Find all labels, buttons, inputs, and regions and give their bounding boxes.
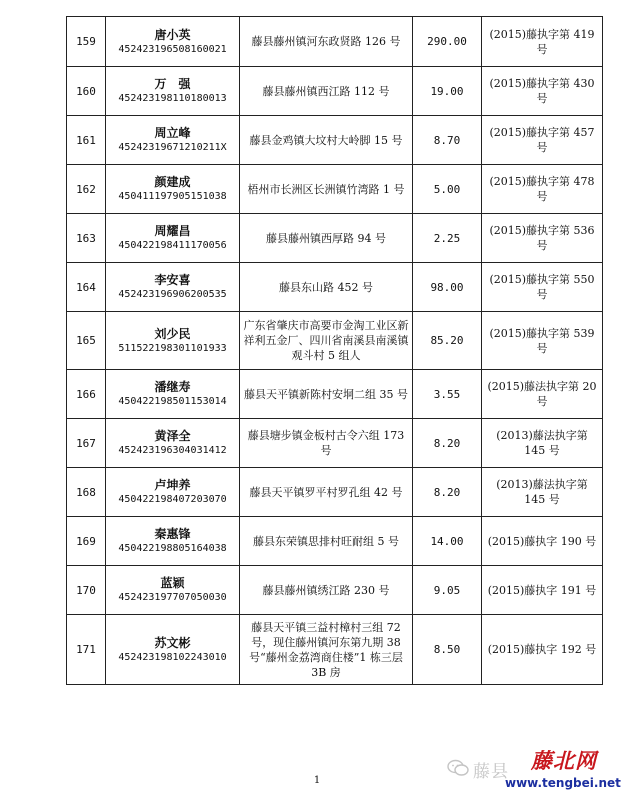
address-cell: 藤县藤州镇河东政贤路 126 号 (240, 17, 413, 67)
amount-cell: 98.00 (413, 263, 482, 312)
person-name: 秦惠锋 (154, 527, 191, 541)
row-number-cell: 161 (67, 116, 106, 165)
row-number-cell: 159 (67, 17, 106, 67)
case-number-cell: (2015)藤执字第 430 号 (482, 67, 603, 116)
table-row (67, 615, 603, 685)
case-number-cell: (2013)藤法执字第 145 号 (482, 419, 603, 468)
id-number: 452423196906200535 (118, 289, 227, 300)
case-number-cell: (2015)藤执字第 536 号 (482, 214, 603, 263)
person-cell (106, 615, 240, 685)
id-number: 450422198407203070 (118, 494, 227, 505)
person-cell (106, 312, 240, 370)
table-row (67, 17, 603, 67)
person-cell (106, 67, 240, 116)
person-name: 万 强 (154, 77, 191, 91)
case-number-cell: (2015)藤执字第 419 号 (482, 17, 603, 67)
case-number-cell: (2013)藤法执字第 145 号 (482, 468, 603, 517)
id-number: 452423197707050030 (118, 592, 227, 603)
case-number-cell: (2015)藤执字 192 号 (482, 615, 603, 685)
watermark (447, 745, 622, 795)
record-table (66, 16, 603, 685)
person-name: 周耀昌 (154, 224, 191, 238)
case-number-cell: (2015)藤执字第 457 号 (482, 116, 603, 165)
row-number-cell: 171 (67, 615, 106, 685)
id-number: 450411197905151038 (118, 191, 227, 202)
table-row (67, 165, 603, 214)
person-name: 刘少民 (154, 326, 191, 341)
case-number-cell: (2015)藤执字 190 号 (482, 517, 603, 566)
person-name: 周立峰 (154, 126, 191, 140)
person-cell (106, 370, 240, 419)
address-cell: 藤县藤州镇西厚路 94 号 (240, 214, 413, 263)
person-name: 黄泽全 (154, 429, 191, 443)
row-number-cell: 167 (67, 419, 106, 468)
amount-cell: 14.00 (413, 517, 482, 566)
row-number-cell: 165 (67, 312, 106, 370)
case-number-cell: (2015)藤法执字第 20 号 (482, 370, 603, 419)
row-number-cell: 168 (67, 468, 106, 517)
table-row (67, 370, 603, 419)
case-number-cell: (2015)藤执字第 478 号 (482, 165, 603, 214)
row-number-cell: 166 (67, 370, 106, 419)
amount-cell: 3.55 (413, 370, 482, 419)
person-name: 卢坤养 (154, 478, 191, 492)
case-number-cell: (2015)藤执字第 539 号 (482, 312, 603, 370)
table-row (67, 214, 603, 263)
person-name: 李安喜 (154, 273, 191, 287)
address-cell: 广东省肇庆市高要市金淘工业区新祥利五金厂、四川省南溪县南溪镇观斗村 5 组人 (240, 312, 413, 370)
address-cell: 藤县天平镇罗平村罗孔组 42 号 (240, 468, 413, 517)
address-cell: 藤县东荣镇思排村旺耐组 5 号 (240, 517, 413, 566)
id-number: 452423196508160021 (118, 43, 227, 55)
amount-cell: 2.25 (413, 214, 482, 263)
person-name: 蓝颖 (160, 576, 185, 590)
address-cell: 藤县塘步镇金板村古令六组 173 号 (240, 419, 413, 468)
table-row (67, 566, 603, 615)
id-number: 452423196304031412 (118, 445, 227, 456)
address-cell: 藤县藤州镇西江路 112 号 (240, 67, 413, 116)
amount-cell: 85.20 (413, 312, 482, 370)
address-cell: 藤县天平镇三益村樟村三组 72 号，现住藤州镇河东第九期 38 号“藤州金荔湾商住楼”1 栋三层 3B 房 (240, 615, 413, 685)
row-number-cell: 162 (67, 165, 106, 214)
person-cell (106, 116, 240, 165)
amount-cell: 9.05 (413, 566, 482, 615)
id-number: 452423198110180013 (118, 93, 227, 104)
person-name: 苏文彬 (154, 635, 191, 650)
amount-cell: 8.50 (413, 615, 482, 685)
person-cell (106, 419, 240, 468)
address-cell: 藤县藤州镇绣江路 230 号 (240, 566, 413, 615)
person-name: 颜建成 (154, 175, 191, 189)
watermark-url: www.tengbei.net (505, 776, 621, 790)
table-row (67, 116, 603, 165)
address-cell: 藤县天平镇新陈村安垌二组 35 号 (240, 370, 413, 419)
row-number-cell: 160 (67, 67, 106, 116)
amount-cell: 5.00 (413, 165, 482, 214)
row-number-cell: 163 (67, 214, 106, 263)
person-name: 潘继寿 (154, 380, 191, 394)
table-row (67, 263, 603, 312)
person-cell (106, 214, 240, 263)
page-number: 1 (313, 775, 321, 786)
person-cell (106, 566, 240, 615)
row-number-cell: 169 (67, 517, 106, 566)
id-number: 511522198301101933 (118, 342, 227, 354)
case-number-cell: (2015)藤执字第 550 号 (482, 263, 603, 312)
person-cell (106, 517, 240, 566)
watermark-faded-text: 藤县 (473, 762, 509, 782)
amount-cell: 8.20 (413, 419, 482, 468)
id-number: 450422198805164038 (118, 543, 227, 554)
address-cell: 梧州市长洲区长洲镇竹湾路 1 号 (240, 165, 413, 214)
id-number: 45242319671210211X (118, 142, 227, 153)
table-row (67, 419, 603, 468)
amount-cell: 19.00 (413, 67, 482, 116)
person-cell (106, 263, 240, 312)
wechat-icon (447, 759, 469, 777)
person-cell (106, 468, 240, 517)
table-row (67, 517, 603, 566)
person-name: 唐小英 (154, 27, 191, 42)
id-number: 452423198102243010 (118, 651, 227, 663)
id-number: 450422198501153014 (118, 396, 227, 407)
table-row (67, 67, 603, 116)
table-row (67, 468, 603, 517)
watermark-brand: 藤北网 (531, 748, 597, 773)
amount-cell: 8.70 (413, 116, 482, 165)
person-cell (106, 165, 240, 214)
amount-cell: 290.00 (413, 17, 482, 67)
address-cell: 藤县东山路 452 号 (240, 263, 413, 312)
person-cell (106, 17, 240, 67)
row-number-cell: 164 (67, 263, 106, 312)
id-number: 450422198411170056 (118, 240, 227, 251)
address-cell: 藤县金鸡镇大坟村大岭脚 15 号 (240, 116, 413, 165)
row-number-cell: 170 (67, 566, 106, 615)
table-row (67, 312, 603, 370)
case-number-cell: (2015)藤执字 191 号 (482, 566, 603, 615)
amount-cell: 8.20 (413, 468, 482, 517)
